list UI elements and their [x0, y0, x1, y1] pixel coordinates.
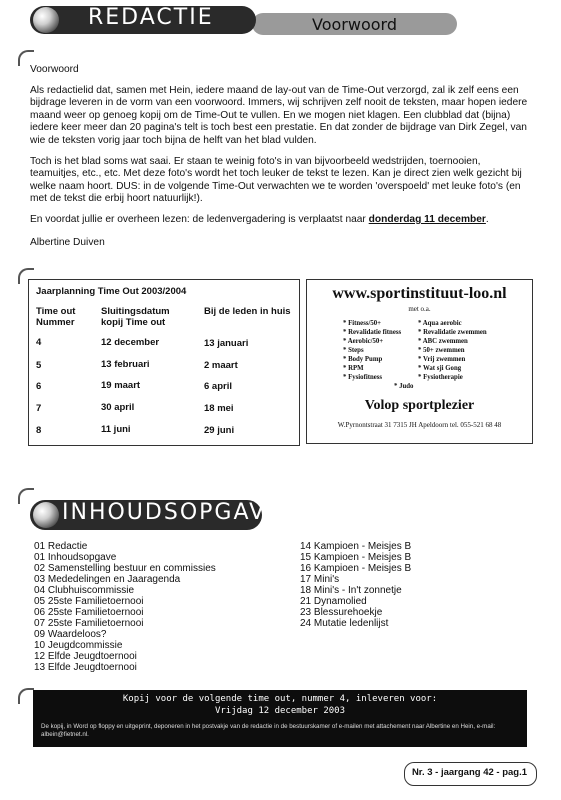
toc-entry: 07 25ste Familietoernooi: [34, 618, 144, 629]
toc-entry: 10 Jeugdcommissie: [34, 640, 123, 651]
advert-item: * Aqua aerobic: [418, 320, 462, 327]
toc-entry: 21 Dynamolied: [300, 596, 367, 607]
planning-cell: 6 april: [204, 381, 232, 392]
advert-item: * ABC zwemmen: [418, 338, 468, 345]
section-title: REDACTIE: [88, 5, 214, 30]
article: [30, 64, 530, 249]
advert-item: * RPM: [343, 365, 364, 372]
planning-box: [28, 279, 300, 446]
advert-address: W.Pyrnontstraat 31 7315 JH Apeldoorn tel. 055-521 68 48: [337, 421, 502, 429]
toc-entry: 13 Elfde Jeugdtoernooi: [34, 662, 137, 673]
toc-entry: 24 Mutatie ledenlijst: [300, 618, 389, 629]
ball-icon: [33, 7, 59, 33]
toc-entry: 18 Mini's - In't zonnetje: [300, 585, 402, 596]
toc-entry: 15 Kampioen - Meisjes B: [300, 552, 412, 563]
toc-entry: 02 Samenstelling bestuur en commissies: [34, 563, 216, 574]
article-paragraph: Als redactielid dat, samen met Hein, iedere maand de lay-out van de Time-Out verzorgd, zal ik zelf eens een bijdrage leveren in de vorm van een voorwoord. Immers, wij schrijven zelf nooit de teksten, maar hopen iedere maand weer op genoeg kopij om de Time-Out te vullen. En we mogen niet klagen. Een clubblad dat (bijna) iedere keer meer dan 20 pagina's telt is toch best een prestatie. En dat zonder de bijdrage van Dirk Zegel, van wie de teksten vorig jaar toch bijna de helft van het blad vulden.: [30, 84, 528, 146]
toc-entry: 05 25ste Familietoernooi: [34, 596, 144, 607]
article-greeting: Voorwoord: [30, 64, 79, 75]
toc-entry: 04 Clubhuiscommissie: [34, 585, 135, 596]
notice-date: Vrijdag 12 december 2003: [214, 706, 346, 716]
advert-item: * Wat sji Gong: [418, 365, 462, 372]
planning-cell: 29 juni: [204, 425, 235, 436]
advert-url: www.sportinstituut-loo.nl: [332, 285, 507, 302]
copy-deadline-notice: [33, 690, 527, 747]
notice-instructions: De kopij, in Word op floppy en uitgeprint, deponeren in het postvakje van de redactie in de bestuurskamer of e-mailen met attachement naar Albertine en Hein, e-mail: albein@fietnet.nl.: [41, 723, 496, 738]
toc-entry: 17 Mini's: [300, 574, 340, 585]
planning-cell: 19 maart: [101, 380, 141, 391]
ball-icon: [33, 502, 59, 528]
planning-cell: 13 januari: [204, 338, 249, 349]
advert-item: * Revalidatie zwemmen: [418, 329, 487, 336]
signature: Albertine Duiven: [30, 236, 105, 248]
advert-item: * Revalidatie fitness: [343, 329, 402, 336]
binding-mark: [18, 688, 34, 704]
article-paragraph: [30, 214, 530, 227]
planning-cell: 11 juni: [101, 424, 131, 435]
planning-cell: 2 maart: [204, 360, 238, 371]
toc-entry: 09 Waardeloos?: [34, 629, 107, 640]
toc-entry: 01 Redactie: [34, 541, 88, 552]
toc-entry: 16 Kampioen - Meisjes B: [300, 563, 412, 574]
toc-entry: 23 Blessurehoekje: [300, 607, 383, 618]
meeting-date: donderdag 11 december: [368, 213, 486, 225]
planning-cell: 6: [36, 381, 42, 392]
toc-entry: 14 Kampioen - Meisjes B: [300, 541, 412, 552]
advert-item: * Fysiofitness: [343, 374, 383, 381]
planning-cell: 7: [36, 403, 42, 414]
binding-mark: [18, 488, 34, 504]
article-paragraph: Toch is het blad soms wat saai. Er staan te weinig foto's in van bijvoorbeeld wedstrijden, toernooien, teamuitjes, etc., etc. Met deze foto's wordt het toch leuker de tekst te lezen. Kan je direct zien welk gezicht bij welke naam hoort. DUS: in de volgende Time-Out verwachten we te worden 'overspoeld' met leuke foto's (en met de tekst die erbij hoort natuurlijk!).: [30, 155, 522, 205]
planning-cell: 4: [36, 337, 42, 348]
advert-subtitle: met o.a.: [408, 305, 431, 313]
toc-entry: 06 25ste Familietoernooi: [34, 607, 144, 618]
planning-cell: 18 mei: [204, 403, 234, 414]
advert-item: * Body Pump: [343, 356, 383, 363]
toc-entry: 12 Elfde Jeugdtoernooi: [34, 651, 137, 662]
advert-item: * Aerobic/50+: [343, 338, 384, 345]
advert-item: * Vrij zwemmen: [418, 356, 466, 363]
advert-item: * Fitness/50+: [343, 320, 382, 327]
notice-line: Kopij voor de volgende time out, nummer 4, inleveren voor:: [122, 694, 438, 704]
planning-cell: 13 februari: [101, 359, 150, 370]
header-tab-label: Voorwoord: [312, 15, 397, 34]
advert-slogan: Volop sportplezier: [364, 398, 475, 413]
paragraph-text: .: [485, 213, 489, 225]
toc-entry: 03 Mededelingen en Jaaragenda: [34, 574, 181, 585]
toc-title: INHOUDSOPGAVE: [62, 500, 283, 525]
planning-cell: 30 april: [101, 402, 135, 413]
planning-header: Bij de leden in huis: [204, 306, 291, 317]
advert-item: * Fysiotherapie: [418, 374, 463, 381]
advert-item: * Judo: [394, 383, 414, 390]
planning-header: Sluitingsdatum kopij Time out: [101, 306, 170, 328]
planning-title: Jaarplanning Time Out 2003/2004: [36, 286, 187, 297]
page-number: Nr. 3 - jaargang 42 - pag.1: [411, 767, 528, 778]
planning-cell: 5: [36, 360, 42, 371]
planning-cell: 12 december: [101, 337, 160, 348]
advert-item: * 50+ zwemmen: [418, 347, 465, 354]
advert-item: * Steps: [343, 347, 364, 354]
planning-cell: 8: [36, 425, 42, 436]
planning-header: Time out Nummer: [36, 306, 76, 328]
toc-entry: 01 Inhoudsopgave: [34, 552, 117, 563]
paragraph-text: En voordat jullie er overheen lezen: de ledenvergadering is verplaatst naar: [30, 213, 369, 225]
